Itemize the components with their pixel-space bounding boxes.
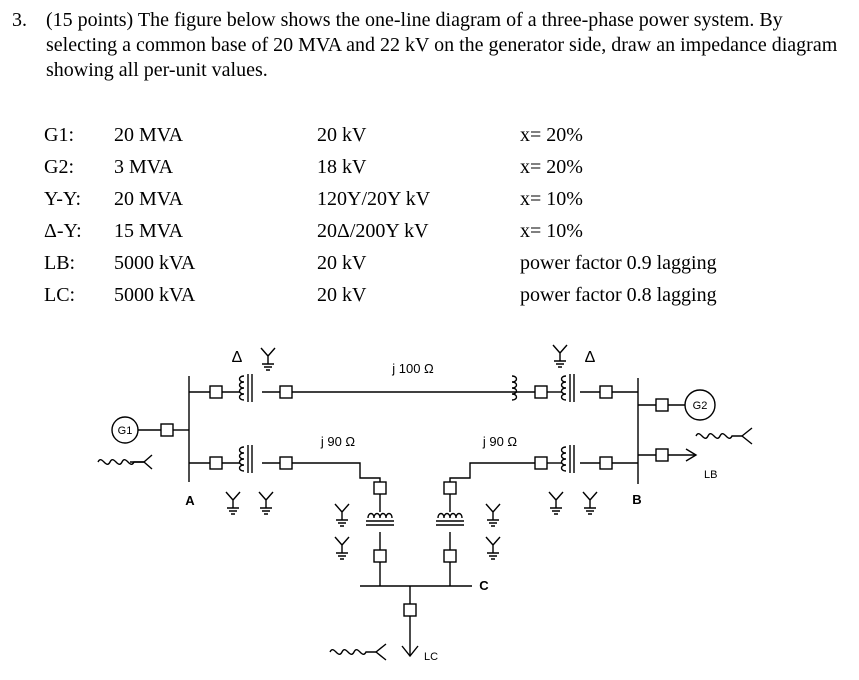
transformer-lower-right <box>535 445 638 514</box>
spec-voltage: 20 kV <box>317 124 367 146</box>
spec-name: Y-Y: <box>44 188 82 210</box>
spec-rating: 20 MVA <box>114 188 184 210</box>
load-b-label: LB <box>704 469 718 481</box>
delta-symbol-right: Δ <box>584 349 596 366</box>
spec-rating: 3 MVA <box>114 156 174 178</box>
load-c-label: LC <box>424 651 439 663</box>
spec-voltage: 20Δ/200Y kV <box>317 220 429 242</box>
transformer-vertical-right <box>436 482 500 586</box>
spec-param: x= 10% <box>520 188 583 210</box>
line-left <box>292 463 380 482</box>
spec-param: x= 10% <box>520 220 583 242</box>
spec-rating: 15 MVA <box>114 220 184 242</box>
line-top-impedance: j 100 Ω <box>392 361 434 376</box>
spec-voltage: 18 kV <box>317 156 367 178</box>
g2-label: G2 <box>692 400 708 412</box>
delta-symbol-left: Δ <box>231 349 243 366</box>
g2-ground-impedance <box>696 434 742 439</box>
transformer-vertical-left <box>335 482 394 586</box>
spec-rating: 5000 kVA <box>114 284 196 306</box>
generator-g1 <box>98 417 189 469</box>
spec-voltage: 120Y/20Y kV <box>317 188 431 210</box>
line-left-impedance: j 90 Ω <box>320 434 356 449</box>
spec-param: x= 20% <box>520 124 583 146</box>
bus-c-label: C <box>479 578 489 593</box>
line-right-impedance: j 90 Ω <box>482 434 518 449</box>
spec-name: G1: <box>44 124 74 146</box>
spec-voltage: 20 kV <box>317 284 367 306</box>
spec-name: Δ-Y: <box>44 220 82 242</box>
spec-name: G2: <box>44 156 74 178</box>
transformer-top-right <box>535 345 638 402</box>
spec-rating: 5000 kVA <box>114 252 196 274</box>
spec-voltage: 20 kV <box>317 252 367 274</box>
problem-number: 3. <box>12 9 27 31</box>
spec-rating: 20 MVA <box>114 124 184 146</box>
spec-name: LB: <box>44 252 76 274</box>
transformer-top-left <box>189 348 517 402</box>
line-right <box>450 463 535 482</box>
g1-label: G1 <box>117 425 133 437</box>
spec-param: power factor 0.9 lagging <box>520 252 717 274</box>
spec-param: power factor 0.8 lagging <box>520 284 717 306</box>
transformer-lower-left <box>189 445 292 514</box>
problem-text: (15 points) The figure below shows the one-line diagram of a three-phase power system. By selecting a common base of 20 MVA and 22 kV on the generator side, draw an impedance diagram showing all per-unit values. <box>46 9 838 81</box>
load-c <box>330 586 438 663</box>
bus-a-label: A <box>185 493 195 508</box>
load-b <box>638 449 717 481</box>
generator-g2 <box>638 390 752 444</box>
bus-b-label: B <box>632 492 642 507</box>
spec-name: LC: <box>44 284 76 306</box>
spec-param: x= 20% <box>520 156 583 178</box>
